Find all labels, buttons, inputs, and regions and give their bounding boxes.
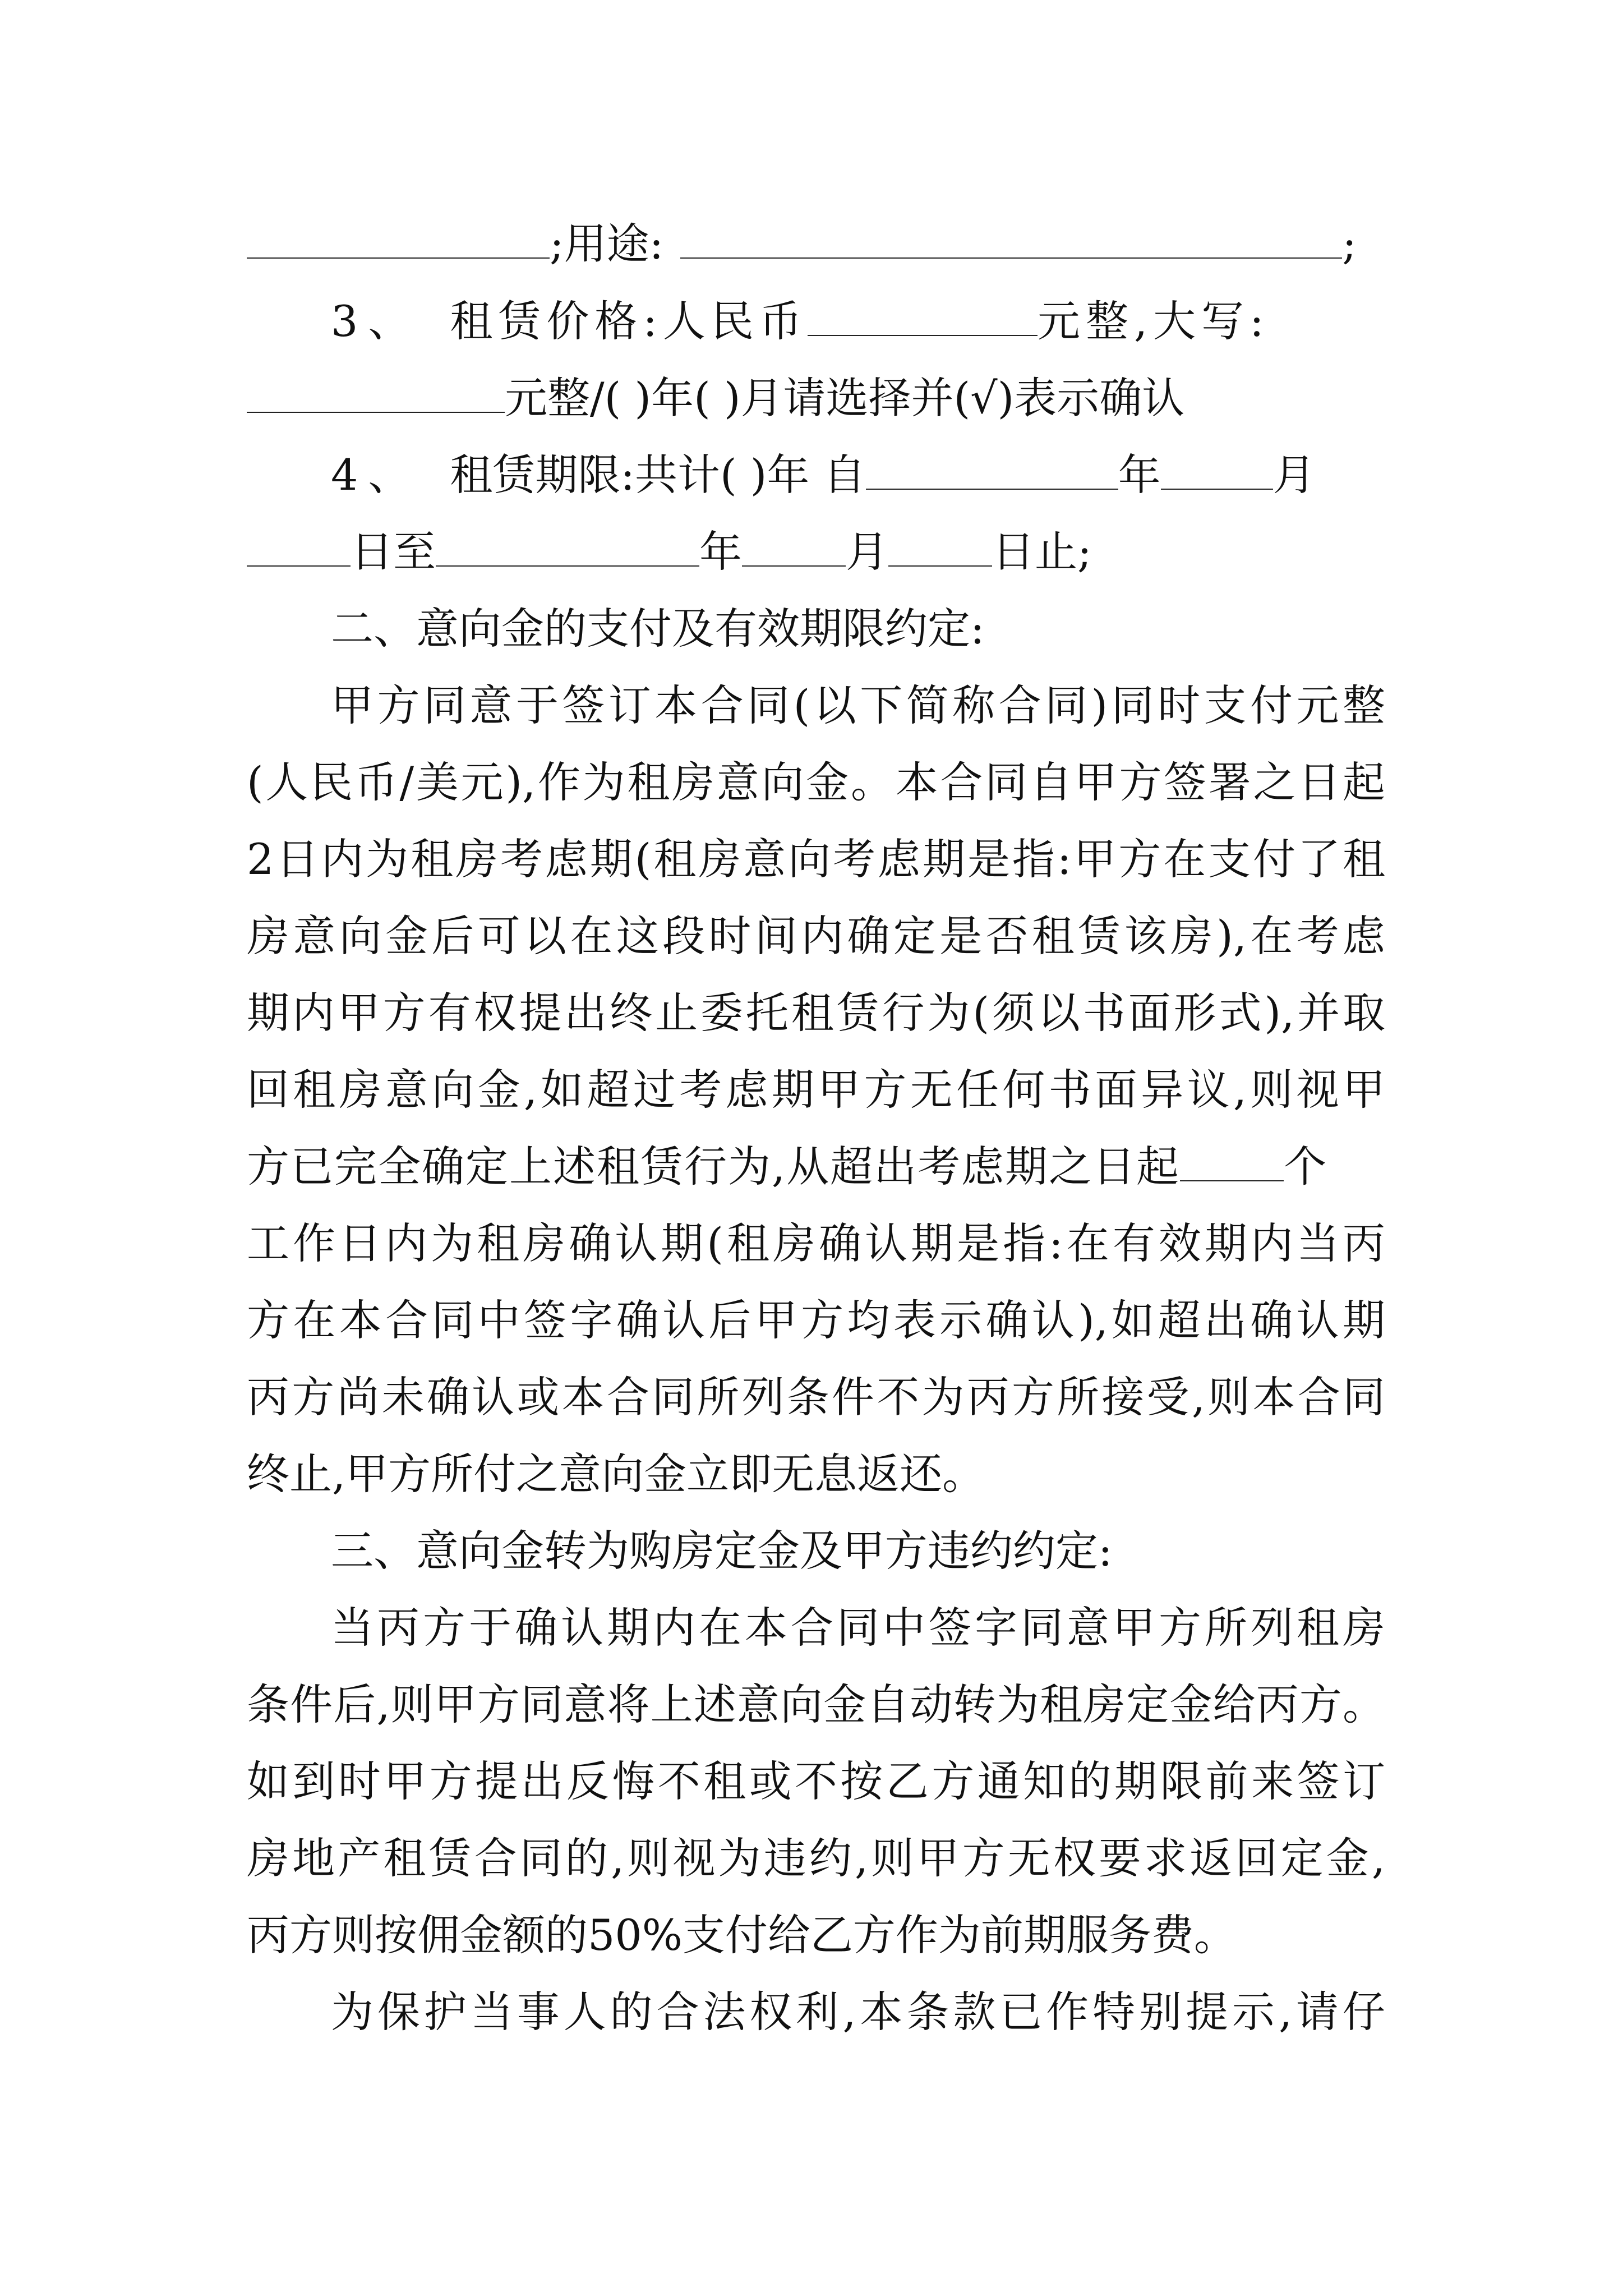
blank-field (680, 217, 1342, 259)
day-end-label: 日止; (992, 527, 1092, 577)
paragraph-line: 房意向金后可以在这段时间内确定是否租赁该房),在考虑 (247, 911, 1385, 961)
paragraph-line (247, 1136, 1385, 1209)
day-to-label: 日至 (351, 527, 436, 577)
paragraph-line: 丙方尚未确认或本合同所列条件不为丙方所接受,则本合同 (247, 1372, 1385, 1422)
item-number: 4、 (331, 450, 421, 500)
paragraph-line: 为保护当事人的合法权利,本条款已作特别提示,请仔 (331, 1987, 1385, 2037)
blank-field (247, 371, 505, 413)
month-label: 月 (1272, 450, 1316, 500)
blank-field (888, 525, 992, 567)
term-label: 租赁期限:共计( )年 自 (450, 450, 866, 500)
blank-field (742, 525, 846, 567)
paragraph-line: 终止,甲方所付之意向金立即无息返还。 (247, 1449, 985, 1499)
year-label: 年 (1118, 450, 1161, 500)
price-line (331, 291, 1385, 364)
month-label: 月 (846, 527, 888, 577)
item-number: 3、 (331, 296, 421, 346)
paragraph-line: 期内甲方有权提出终止委托租赁行为(须以书面形式),并取 (247, 988, 1385, 1038)
paragraph-text: 方已完全确定上述租赁行为,从超出考虑期之日起 (247, 1142, 1181, 1191)
price-label: 租赁价格:人民币 (450, 296, 808, 346)
paragraph-line: (人民币/美元),作为租房意向金。本合同自甲方签署之日起 (247, 757, 1385, 807)
blank-field (247, 525, 351, 567)
blank-field (1161, 448, 1273, 490)
blank-field (866, 448, 1118, 490)
term-end-line (247, 521, 1385, 594)
year-label: 年 (699, 527, 742, 577)
use-line (247, 213, 1385, 286)
blank-field (1180, 1140, 1284, 1181)
paragraph-line: 回租房意向金,如超过考虑期甲方无任何书面异议,则视甲 (247, 1065, 1385, 1115)
line-end: ; (1342, 219, 1357, 269)
blank-field (436, 525, 699, 567)
blank-field (247, 217, 550, 259)
paragraph-text: 个 (1284, 1142, 1327, 1191)
paragraph-line: 如到时甲方提出反悔不租或不按乙方通知的期限前来签订 (247, 1756, 1385, 1806)
price-period-line (247, 367, 1385, 440)
section-2-title: 二、意向金的支付及有效期限约定: (331, 604, 985, 654)
paragraph-line: 2日内为租房考虑期(租房意向考虑期是指:甲方在支付了租 (247, 834, 1385, 884)
paragraph-line: 方在本合同中签字确认后甲方均表示确认),如超出确认期 (247, 1295, 1385, 1345)
paragraph-line: 条件后,则甲方同意将上述意向金自动转为租房定金给丙方。 (247, 1680, 1385, 1729)
paragraph-line: 甲方同意于签订本合同(以下简称合同)同时支付元整 (331, 680, 1385, 730)
paragraph-line: 房地产租赁合同的,则视为违约,则甲方无权要求返回定金, (247, 1833, 1385, 1883)
paragraph-line: 当丙方于确认期内在本合同中签字同意甲方所列租房 (331, 1603, 1385, 1653)
price-period-text: 元整/( )年( )月请选择并(√)表示确认 (505, 373, 1185, 423)
paragraph-line: 工作日内为租房确认期(租房确认期是指:在有效期内当丙 (247, 1218, 1385, 1268)
term-line (331, 444, 1385, 517)
use-label: ;用途: (550, 219, 664, 269)
paragraph-line: 丙方则按佣金额的50%支付给乙方作为前期服务费。 (247, 1910, 1237, 1960)
blank-field (808, 295, 1038, 336)
price-unit: 元整,大写: (1037, 296, 1270, 346)
section-3-title: 三、意向金转为购房定金及甲方违约约定: (331, 1526, 1113, 1576)
